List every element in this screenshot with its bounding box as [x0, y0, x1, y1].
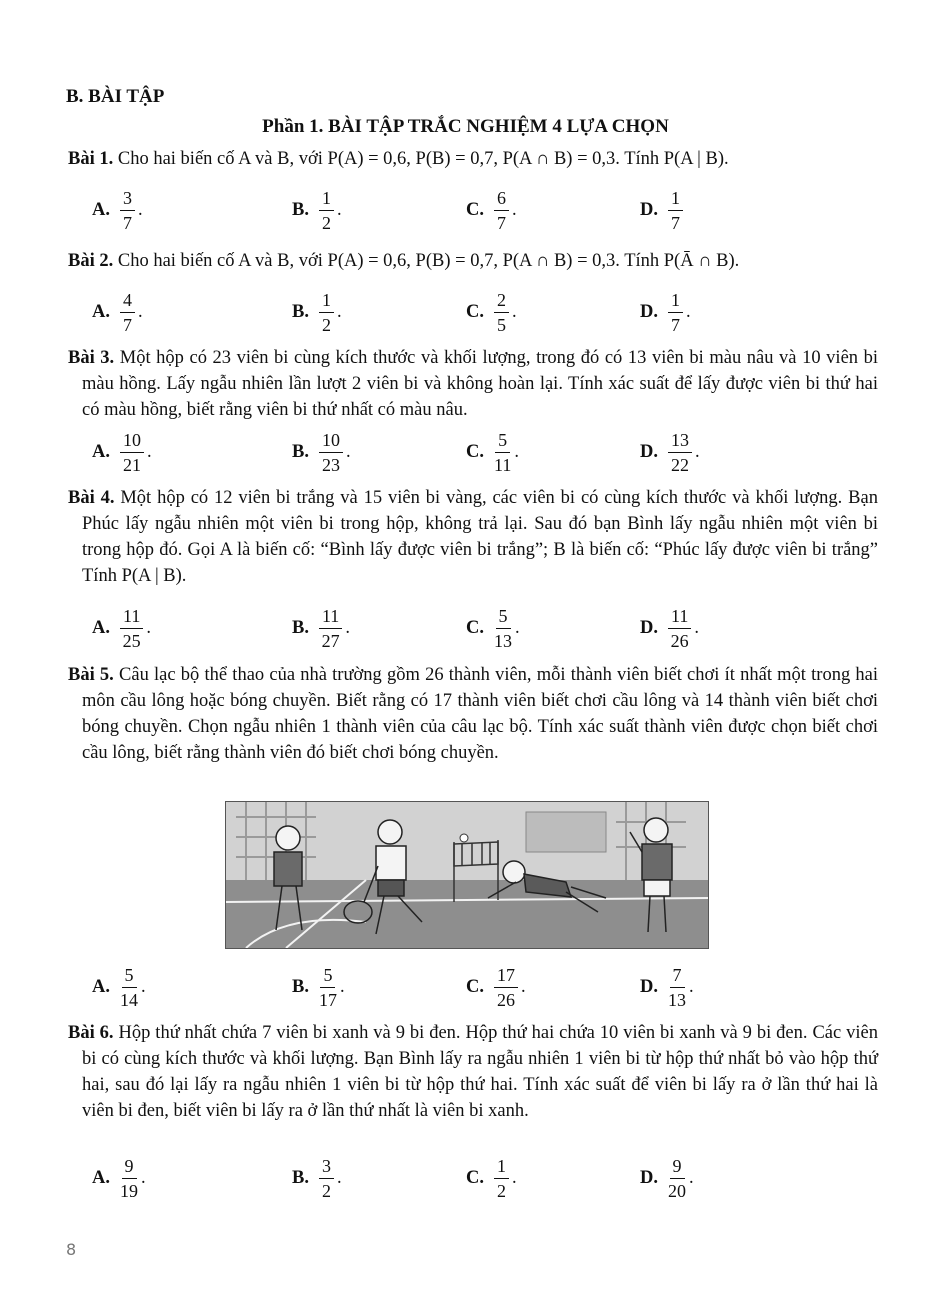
- question-2-options: [0, 284, 931, 340]
- option-b: [292, 1150, 342, 1206]
- option-fraction: [319, 189, 334, 232]
- option-d: [640, 182, 686, 238]
- option-b: [292, 284, 342, 340]
- option-fraction: [494, 189, 509, 232]
- question-4-lead: Bài 4.: [68, 488, 115, 508]
- option-fraction: [319, 431, 343, 474]
- fraction-numerator: 1: [319, 291, 334, 313]
- option-d: [640, 1150, 694, 1206]
- question-4: [68, 485, 878, 589]
- option-b: [292, 959, 345, 1015]
- question-1: [68, 146, 864, 172]
- page-number: 8: [66, 1240, 77, 1259]
- question-5-text: Câu lạc bộ thể thao của nhà trường gồm 26 thành viên, mỗi thành viên biết chơi ít nhất một trong hai môn cầu lông hoặc bóng chuyền. Biết rằng có 17 thành viên biết chơi cầu lông và 14 thành viên biết chơi bóng chuyền. Chọn ngẫu nhiên 1 thành viên của câu lạc bộ. Tính xác suất thành viên được chọn biết chơi cầu lông, biết rằng thành viên đó biết chơi bóng chuyền.: [82, 665, 879, 763]
- option-punctuation: .: [694, 617, 699, 638]
- option-fraction: [120, 607, 143, 650]
- fraction-numerator: 9: [122, 1157, 137, 1179]
- fraction-numerator: 11: [319, 607, 342, 629]
- fraction-denominator: 7: [671, 314, 680, 335]
- option-letter: D.: [640, 617, 658, 638]
- option-fraction: [120, 291, 135, 334]
- option-letter: D.: [640, 976, 658, 997]
- option-fraction: [319, 291, 334, 334]
- option-fraction: [319, 1157, 334, 1200]
- option-a: [92, 1150, 146, 1206]
- sports-club-illustration: [226, 802, 708, 948]
- fraction-denominator: 27: [321, 630, 340, 651]
- option-letter: C.: [466, 199, 484, 220]
- fraction-denominator: 7: [123, 314, 132, 335]
- fraction-denominator: 2: [321, 212, 331, 233]
- option-punctuation: .: [138, 199, 143, 220]
- option-punctuation: .: [686, 301, 691, 322]
- option-c: [466, 1150, 517, 1206]
- option-a: [92, 959, 146, 1015]
- fraction-numerator: 5: [496, 607, 511, 629]
- fraction-numerator: 9: [670, 1157, 685, 1179]
- fraction-denominator: 13: [668, 989, 686, 1010]
- option-a: [92, 424, 152, 480]
- question-3: [68, 345, 878, 423]
- option-punctuation: .: [339, 976, 345, 997]
- option-letter: B.: [292, 617, 309, 638]
- option-d: [640, 600, 699, 656]
- fraction-numerator: 3: [319, 1157, 334, 1179]
- option-punctuation: .: [141, 976, 146, 997]
- option-c: [466, 959, 526, 1015]
- option-c: [466, 424, 519, 480]
- fraction-numerator: 10: [319, 431, 343, 453]
- option-b: [292, 182, 342, 238]
- option-letter: D.: [640, 441, 658, 462]
- option-fraction: [120, 431, 144, 474]
- option-punctuation: .: [336, 301, 342, 322]
- fraction-numerator: 1: [319, 189, 334, 211]
- option-letter: B.: [292, 1167, 309, 1188]
- option-punctuation: .: [336, 1167, 342, 1188]
- option-fraction: [319, 607, 342, 650]
- question-6-text: Hộp thứ nhất chứa 7 viên bi xanh và 9 bi đen. Hộp thứ hai chứa 10 viên bi xanh và 9 bi đen. Các viên bi có cùng kích thước và khối lượng. Bạn Bình lấy ra ngẫu nhiên 1 viên bi từ hộp thứ nhất bỏ vào hộp thứ hai, sau đó lại lấy ra ngẫu nhiên 1 viên bi từ hộp thứ hai. Tính xác suất để viên bi lấy ra ở lần thứ hai là viên bi đen, biết viên bi lấy ra ở lần thứ nhất là viên bi xanh.: [82, 1023, 879, 1121]
- fraction-denominator: 7: [123, 212, 132, 233]
- question-3-options: [0, 424, 931, 480]
- sports-illustration: [225, 801, 709, 949]
- option-punctuation: .: [141, 1167, 146, 1188]
- fraction-denominator: 26: [670, 630, 689, 651]
- option-letter: A.: [92, 441, 110, 462]
- option-letter: D.: [640, 199, 658, 220]
- option-letter: A.: [92, 199, 110, 220]
- option-punctuation: .: [521, 976, 526, 997]
- question-4-text: Một hộp có 12 viên bi trắng và 15 viên bi vàng, các viên bi có cùng kích thước và khối lượng. Bạn Phúc lấy ngẫu nhiên một viên bi trong hộp, không trả lại. Sau đó bạn Bình lấy ngẫu nhiên một viên bi trong hộp đó. Gọi A là biến cố: “Bình lấy được viên bi trắng”; B là biến cố: “Phúc lấy được viên bi trắng” Tính P(A | B).: [82, 488, 878, 586]
- question-3-text: Một hộp có 23 viên bi cùng kích thước và khối lượng, trong đó có 13 viên bi màu nâu và 10 viên bi màu hồng. Lấy ngẫu nhiên lần lượt 2 viên bi và không hoàn lại. Tính xác suất để lấy được viên bi thứ hai có màu hồng, biết rằng viên bi thứ nhất có màu nâu.: [82, 348, 878, 420]
- option-punctuation: .: [345, 441, 351, 462]
- question-5-lead: Bài 5.: [68, 665, 114, 685]
- option-punctuation: .: [512, 301, 517, 322]
- question-6: [68, 1020, 878, 1124]
- option-fraction: [668, 189, 683, 232]
- option-fraction: [319, 966, 337, 1009]
- option-punctuation: .: [146, 617, 151, 638]
- option-fraction: [668, 431, 692, 474]
- option-letter: B.: [292, 301, 309, 322]
- question-3-lead: Bài 3.: [68, 348, 115, 368]
- fraction-denominator: 5: [497, 314, 506, 335]
- fraction-denominator: 2: [321, 1180, 331, 1201]
- fraction-numerator: 11: [120, 607, 143, 629]
- option-punctuation: .: [695, 441, 700, 462]
- option-d: [640, 424, 700, 480]
- question-1-options: [0, 182, 931, 238]
- question-6-options: [0, 1150, 931, 1206]
- option-punctuation: .: [515, 617, 520, 638]
- option-letter: C.: [466, 976, 484, 997]
- fraction-denominator: 7: [497, 212, 506, 233]
- option-fraction: [494, 607, 512, 650]
- option-letter: D.: [640, 1167, 658, 1188]
- fraction-numerator: 1: [668, 291, 683, 313]
- question-5-options: [0, 959, 931, 1015]
- option-punctuation: .: [147, 441, 152, 462]
- question-2-text: Cho hai biến cố A và B, với P(A) = 0,6, P(B) = 0,7, P(A ∩ B) = 0,3. Tính P(Ā ∩ B).: [117, 251, 740, 271]
- fraction-numerator: 10: [120, 431, 144, 453]
- fraction-numerator: 4: [120, 291, 135, 313]
- fraction-denominator: 2: [497, 1180, 506, 1201]
- option-fraction: [120, 966, 138, 1009]
- fraction-numerator: 1: [494, 1157, 509, 1179]
- option-letter: C.: [466, 441, 484, 462]
- option-letter: A.: [92, 301, 110, 322]
- fraction-denominator: 25: [122, 630, 141, 651]
- fraction-numerator: 2: [494, 291, 509, 313]
- option-c: [466, 600, 520, 656]
- fraction-denominator: 2: [321, 314, 331, 335]
- option-d: [640, 959, 694, 1015]
- fraction-denominator: 14: [120, 989, 138, 1010]
- option-fraction: [494, 966, 518, 1009]
- option-b: [292, 600, 350, 656]
- option-d: [640, 284, 691, 340]
- option-a: [92, 600, 151, 656]
- fraction-numerator: 7: [670, 966, 685, 988]
- option-fraction: [494, 1157, 509, 1200]
- option-fraction: [668, 1157, 686, 1200]
- fraction-denominator: 7: [671, 212, 680, 233]
- fraction-numerator: 13: [668, 431, 692, 453]
- option-b: [292, 424, 351, 480]
- option-letter: A.: [92, 1167, 110, 1188]
- option-letter: C.: [466, 1167, 484, 1188]
- section-heading: B. BÀI TẬP: [66, 86, 165, 107]
- question-1-lead: Bài 1.: [68, 149, 114, 169]
- option-c: [466, 182, 517, 238]
- fraction-numerator: 6: [494, 189, 509, 211]
- option-letter: B.: [292, 976, 309, 997]
- question-2: [68, 248, 864, 274]
- fraction-numerator: 17: [494, 966, 518, 988]
- option-letter: B.: [292, 441, 309, 462]
- option-punctuation: .: [512, 1167, 517, 1188]
- question-6-lead: Bài 6.: [68, 1023, 114, 1043]
- option-punctuation: .: [514, 441, 519, 462]
- part-heading: Phần 1. BÀI TẬP TRẮC NGHIỆM 4 LỰA CHỌN: [262, 116, 669, 137]
- option-a: [92, 284, 143, 340]
- option-letter: B.: [292, 199, 309, 220]
- fraction-denominator: 20: [668, 1180, 686, 1201]
- fraction-numerator: 3: [120, 189, 135, 211]
- question-5: [68, 662, 878, 766]
- option-punctuation: .: [336, 199, 342, 220]
- question-2-lead: Bài 2.: [68, 251, 114, 271]
- option-letter: C.: [466, 617, 484, 638]
- fraction-denominator: 17: [318, 989, 337, 1010]
- option-punctuation: .: [138, 301, 143, 322]
- fraction-numerator: 5: [495, 431, 510, 453]
- option-fraction: [668, 291, 683, 334]
- option-letter: C.: [466, 301, 484, 322]
- option-letter: D.: [640, 301, 658, 322]
- question-1-text: Cho hai biến cố A và B, với P(A) = 0,6, P(B) = 0,7, P(A ∩ B) = 0,3. Tính P(A | B).: [117, 149, 729, 169]
- option-fraction: [494, 291, 509, 334]
- question-4-options: [0, 600, 931, 656]
- fraction-denominator: 19: [120, 1180, 138, 1201]
- option-punctuation: .: [689, 1167, 694, 1188]
- fraction-denominator: 23: [321, 454, 340, 475]
- fraction-numerator: 5: [122, 966, 137, 988]
- option-punctuation: .: [345, 617, 350, 638]
- fraction-numerator: 1: [668, 189, 683, 211]
- fraction-numerator: 11: [668, 607, 691, 629]
- fraction-denominator: 21: [123, 454, 141, 475]
- option-punctuation: .: [689, 976, 694, 997]
- fraction-denominator: 11: [494, 454, 512, 475]
- option-a: [92, 182, 143, 238]
- fraction-denominator: 22: [671, 454, 689, 475]
- option-c: [466, 284, 517, 340]
- fraction-denominator: 13: [494, 630, 512, 651]
- option-letter: A.: [92, 976, 110, 997]
- option-fraction: [668, 966, 686, 1009]
- option-punctuation: .: [512, 199, 517, 220]
- fraction-numerator: 5: [320, 966, 335, 988]
- option-fraction: [120, 1157, 138, 1200]
- option-fraction: [668, 607, 691, 650]
- fraction-denominator: 26: [497, 989, 515, 1010]
- option-fraction: [494, 431, 511, 474]
- option-letter: A.: [92, 617, 110, 638]
- option-fraction: [120, 189, 135, 232]
